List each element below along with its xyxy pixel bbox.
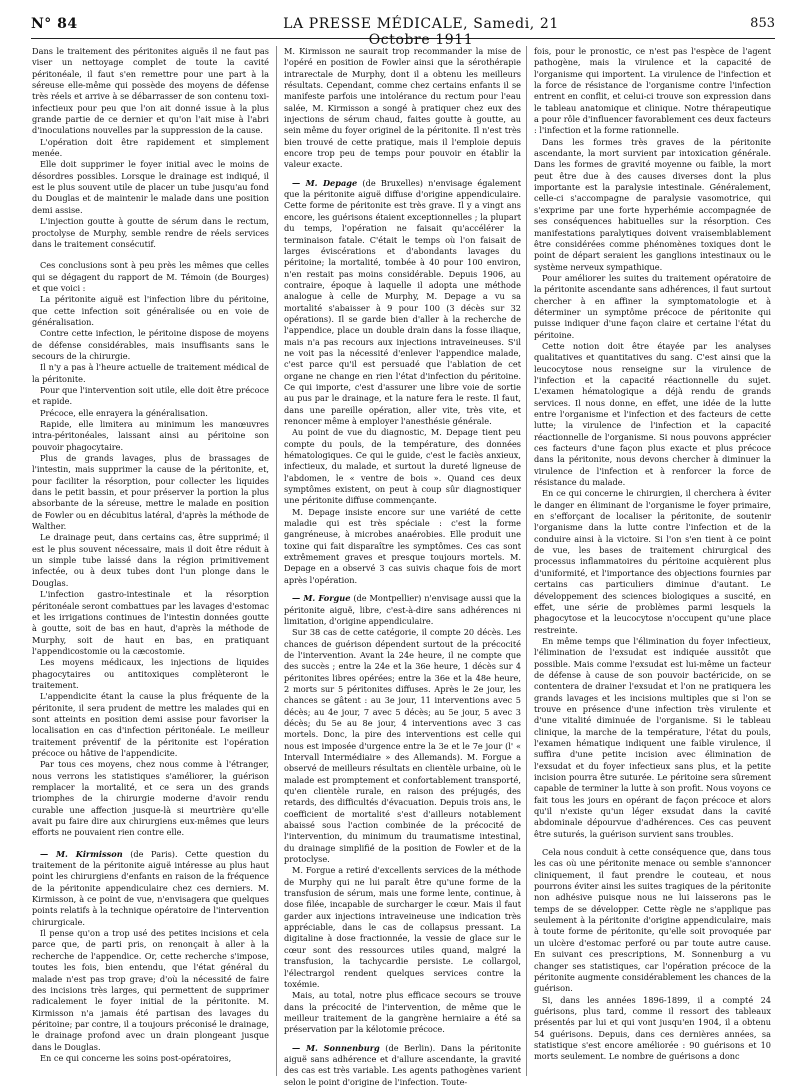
issue-number: N° 84 bbox=[31, 16, 78, 32]
paragraph bbox=[284, 427, 521, 506]
paragraph-text: L'infection gastro-intestinale et la résorption péritonéale seront combattues par les lavages d'estomac et les irrigations continues de l'intestin données goutte à goutte, soit de bas en haut, d'après la méthode de Murphy, soit de haut en bas, en pratiquant l'appendicostomie ou la cæcostomie. bbox=[32, 589, 269, 656]
paragraph-text: La péritonite aiguë est l'infection libre du péritoine, que cette infection soit généralisée ou en voie de généralisation. bbox=[32, 294, 269, 327]
speaker-name: — M. Kirmisson bbox=[40, 848, 123, 859]
paragraph bbox=[32, 928, 269, 1053]
paragraph-text: Dans le traitement des péritonites aiguës il ne faut pas viser un nettoyage complet de toute la cavité péritonéale, il faut s'en remettre pour une part à la séreuse elle-même qui possède des moyens de défense très réels et arrive à se débarrasser de son contenu toxi-infectieux pour peu que l'on ait donné issue à la plus grande partie de ce dernier et qu'on l'ait mise à l'abri d'inoculations nouvelles par la suppression de la cause. bbox=[32, 46, 269, 136]
paragraph bbox=[32, 46, 269, 137]
paragraph bbox=[534, 847, 771, 994]
paragraph bbox=[284, 46, 521, 171]
paragraph-text: (de Berlin). Dans la péritonite aiguë sans adhérence et d'allure ascendante, la gravité des cas est très variable. Les agents pathogènes varient selon le point d'origine de l'infection. Toute- bbox=[284, 1042, 521, 1087]
paragraph bbox=[284, 990, 521, 1035]
paragraph bbox=[534, 46, 771, 137]
paragraph bbox=[32, 657, 269, 691]
column-divider bbox=[526, 46, 527, 1076]
paragraph-text: M. Depage insiste encore sur une variété de cette maladie qui est très spéciale : c'est la forme gangréneuse, à microbes anaérobies. Elle produit une toxine qui fait disparaître les symptômes. Ces cas sont extrêmement graves et presque toujours mortels. M. Depage en a observé 3 cas suivis chaque fois de mort après l'opération. bbox=[284, 506, 521, 585]
paragraph-text: Pour améliorer les suites du traitement opératoire de la péritonite ascendante sans adhérences, il faut surtout chercher à en affiner la symptomatologie et à déterminer un symptôme précoce de péritonite qui puisse indiquer d'une façon claire et certaine l'état du péritoine. bbox=[534, 272, 771, 340]
paragraph bbox=[284, 627, 521, 865]
speaker-name: — M. Sonnenburg bbox=[292, 1042, 380, 1053]
paragraph bbox=[32, 260, 269, 294]
paragraph bbox=[32, 691, 269, 759]
paragraph bbox=[32, 362, 269, 385]
paragraph bbox=[32, 453, 269, 532]
paragraph bbox=[534, 636, 771, 840]
paragraph-text: fois, pour le pronostic, ce n'est pas l'espèce de l'agent pathogène, mais la virulence et la capacité de l'organisme qui importent. La virulence de l'infection et la force de résistance de l'organisme contre l'infection entrent en conflit, et celui-ci trouve son expression dans le tableau anatomique et clinique. Notre thérapeutique a pour rôle d'influencer favorablement ces deux facteurs : l'infection et la forme rationnelle. bbox=[534, 46, 771, 136]
paragraph-text: (de Paris). Cette question du traitement de la péritonite aiguë intéresse au plus haut point les chirurgiens d'enfants en raison de la fréquence de la péritonite appendiculaire chez ces derniers. M. Kirmisson, à ce point de vue, n'envisagera que quelques points relatifs à la technique opératoire de l'intervention chirurgicale. bbox=[32, 848, 269, 927]
paragraph-text: Le drainage peut, dans certains cas, être supprimé; il est le plus souvent nécessaire, mais il doit être réduit à un simple tube laissé dans la région primitivement infectée, ou à deux tubes dont l'un plonge dans le Douglas. bbox=[32, 532, 269, 588]
paragraph bbox=[284, 178, 521, 428]
paragraph-text: Dans les formes très graves de la péritonite ascendante, la mort survient par intoxication générale. Dans les formes de gravité moyenne ou faible, la mort peut être due à des causes diverses dont la plus importante est la paralysie intestinale. Généralement, celle-ci s'accompagne de paralysie vasomotrice, qui s'exprime par une forte hyperhémie accompagnée de ses conséquences habituelles sur la résorption. Ces manifestations paralytiques doivent vraisemblablement être considérées comme phénomènes toxiques dont le point de départ seraient les ganglions intestinaux ou le système nerveux sympathique. bbox=[534, 136, 771, 272]
paragraph bbox=[32, 589, 269, 657]
paragraph-text: Cela nous conduit à cette conséquence que, dans tous les cas où une péritonite menace ou semble s'annoncer cliniquement, il faut prendre le couteau, et nous pourrons éviter ainsi les suites tragiques de la péritonite non adhésive puisque nous ne lui laisserons pas le temps de se développer. Cette règle ne s'applique pas seulement à la péritonite d'origine appendiculaire, mais à toute forme de péritonite, qu'elle soit provoquée par un ulcère d'estomac perforé ou par toute autre cause. En suivant ces prescriptions, M. Sonnenburg a vu changer ses statistiques, car l'opération précoce de la péritonite augmente considérablement les chances de la guérison. bbox=[534, 847, 771, 994]
paragraph bbox=[32, 849, 269, 928]
paragraph bbox=[32, 137, 269, 160]
paragraph-text: Ces conclusions sont à peu près les mêmes que celles qui se dégagent du rapport de M. Témoin (de Bourges) et que voici : bbox=[32, 260, 269, 293]
paragraph-text: Il n'y a pas à l'heure actuelle de traitement médical de la péritonite. bbox=[32, 362, 269, 384]
paragraph bbox=[32, 328, 269, 362]
paragraph-text: Mais, au total, notre plus efficace secours se trouve dans la précocité de l'intervention, de même que le meilleur traitement de la gangrène herniaire a été sa préservation par la kélotomie précoce. bbox=[284, 990, 521, 1035]
paragraph-text: Rapide, elle limitera au minimum les manœuvres intra-péritonéales, laissant ainsi au péritoine son pouvoir phagocytaire. bbox=[32, 419, 269, 452]
paragraph-text: M. Forgue a retiré d'excellents services de la méthode de Murphy qui ne lui paraît être qu'une forme de la transfusion de sérum, mais une forme lente, continue, à dose filée, incapable de surcharger le cœur. Mais il faut garder aux injections intraveineuse une indication très appréciable, dans le cas de collapsus pressant. La digitaline à dose fractionnée, la vessie de glace sur le cœur sont des ressources utiles quand, malgré la transfusion, la tachycardie persiste. Le collargol, l'électrargol rendent quelques services contre la toxémie. bbox=[284, 865, 521, 989]
paragraph bbox=[32, 385, 269, 408]
paragraph bbox=[284, 1043, 521, 1088]
column-divider bbox=[276, 46, 277, 1076]
paragraph-text: L'appendicite étant la cause la plus fréquente de la péritonite, il sera prudent de mettre les malades qui en sont atteints en position demi assise pour favoriser la localisation en cas d'infection péritonéale. Le meilleur traitement préventif de la péritonite est l'opération précoce ou hâtive de l'appendicite. bbox=[32, 691, 269, 758]
paragraph-text: Elle doit supprimer le foyer initial avec le moins de désordres possibles. Lorsque le drainage est indiqué, il est le plus souvent utile de placer un tube jusqu'au fond du Douglas et de maintenir le malade dans une position demi assise. bbox=[32, 159, 269, 215]
paragraph bbox=[32, 759, 269, 838]
paragraph bbox=[32, 419, 269, 453]
paragraph bbox=[534, 341, 771, 488]
paragraph-text: Contre cette infection, le péritoine dispose de moyens de défense considérables, mais insuffisants sans le secours de la chirurgie. bbox=[32, 328, 269, 361]
paragraph-text: M. Kirmisson ne saurait trop recommander la mise de l'opéré en position de Fowler ainsi que la sérothérapie intrarectale de Murphy, dont il a obtenu les meilleurs résultats. Cependant, comme chez certains enfants il se manifeste parfois une intolérance du rectum pour l'eau salée, M. Kirmisson a songé à pratiquer chez eux des injections de sérum chaud, faites goutte à goutte, au sein même du foyer originel de la péritonite. Il n'est très bien trouvé de cette pratique, mais il l'emploie depuis encore trop peu de temps pour pouvoir en établir la valeur exacte. bbox=[284, 46, 521, 170]
paragraph-text: Plus de grands lavages, plus de brassages de l'intestin, mais supprimer la cause de la péritonite, et, pour faciliter la résorption, pour collecter les liquides dans le petit bassin, et pour préserver la portion la plus absorbante de la séreuse, mettre le malade en position de Fowler ou en décubitus latéral, d'après la méthode de Walther. bbox=[32, 453, 269, 532]
text-column-right bbox=[534, 46, 771, 1063]
paragraph-text: Précoce, elle enrayera la généralisation. bbox=[40, 407, 208, 418]
paragraph-text: L'injection goutte à goutte de sérum dans le rectum, proctolyse de Murphy, semble rendre de réels services dans le traitement consécutif. bbox=[32, 216, 269, 249]
text-column-left bbox=[32, 46, 269, 1064]
paragraph-text: En ce qui concerne les soins post-opératoires, bbox=[40, 1052, 232, 1063]
paragraph-text: Pour que l'intervention soit utile, elle doit être précoce et rapide. bbox=[32, 384, 269, 407]
paragraph bbox=[284, 593, 521, 627]
text-column-middle bbox=[284, 46, 521, 1088]
paragraph-text: (de Bruxelles) n'envisage également que la péritonite aiguë diffuse d'origine appendiculaire. Cette forme de péritonite est très grave. Il y a vingt ans encore, les guérisons étaient exceptionnelles ; la plupart du temps, l'opération ne faisait qu'accélérer la terminaison fatale. C'était le temps où l'on faisait de larges éviscérations et d'abondants lavages du péritoine; la mortalité, tombée à 40 pour 100 environ, n'en restait pas moins considérable. Depuis 1906, au contraire, époque à laquelle il adopta une méthode analogue à celle de Murphy, M. Depage a vu sa mortalité s'abaisser à 9 pour 100 (3 décès sur 32 opérations). Il se garde bien d'aller à la recherche de l'appendice, place un double drain dans la fosse iliaque, mais n'a pas recours aux injections intraveineuses. S'il ne voit pas la nécessité d'enlever l'appendice malade, c'est parce qu'il est persuadé que l'ablation de cet organe ne change en rien l'état d'infection du péritoine. Ce qui importe, c'est d'assurer une libre voie de sortie au pus par le drainage, et la nature fera le reste. Il faut, dans une pareille opération, aller vite, très vite, et renoncer même à employer l'anesthésie générale. bbox=[284, 177, 521, 426]
paragraph bbox=[32, 294, 269, 328]
paragraph-text: Si, dans les années 1896-1899, il a compté 24 guérisons, plus tard, comme il ressort des tableaux présentés par lui et qui vont jusqu'en 1904, il a obtenu 54 guérisons. Depuis, dans ces dernières années, sa statistique s'est encore améliorée : 90 guérisons et 10 morts seulement. Le nombre de guérisons a donc bbox=[534, 994, 771, 1062]
running-header bbox=[31, 16, 775, 48]
paragraph bbox=[534, 995, 771, 1063]
paragraph bbox=[32, 532, 269, 589]
paragraph-text: (de Montpellier) n'envisage aussi que la péritonite aiguë, libre, c'est-à-dire sans adhérences ni limitation, d'origine appendiculaire. bbox=[284, 593, 522, 626]
paragraph bbox=[32, 216, 269, 250]
paragraph-text: Cette notion doit être étayée par les analyses qualitatives et quantitatives du sang. C'est ainsi que la leucocytose nous renseigne sur la virulence de l'infection et la capacité réactionnelle du sujet. L'examen hématologique a déjà rendu de grands services. Il nous donne, en effet, une idée de la lutte entre l'organisme et l'infection et des facteurs de cette lutte; la virulence de l'infection et la capacité réactionnelle de l'organisme. Si nous pouvons apprécier ces facteurs d'une façon plus exacte et plus précoce dans la péritonite, nous devons chercher à diminuer la virulence de l'infection et à renforcer la force de résistance du malade. bbox=[534, 340, 771, 488]
paragraph bbox=[534, 273, 771, 341]
paragraph-text: Sur 38 cas de cette catégorie, il compte 20 décès. Les chances de guérison dépendent surtout de la précocité de l'intervention. Avant la 24e heure, il ne compte que des succès ; entre la 24e et la 36e heure, 1 décès sur 4 péritonites libres opérées; entre la 36e et la 48e heure, 2 morts sur 5 péritonites diffuses. Après le 2e jour, les chances se gâtent : au 3e jour, 11 interventions avec 5 décès; au 4e jour, 7 avec 5 décès; au 5e jour, 5 avec 3 décès; du 5e au 8e jour, 4 interventions avec 3 cas mortels. Donc, la pire des interventions est celle qui nous est imposée d'urgence entre la 3e et le 7e jour (l' « Intervall Intermédiaire » des Allemands). M. Forgue a observé de meilleurs résultats en clientèle urbaine, où le malade est promptement et confortablement transporté, qu'en clientèle rurale, en raison des préjugés, des retards, des difficultés d'évacuation. Depuis trois ans, le coefficient de mortalité s'est d'ailleurs notablement abaissé sous l'action combinée de la précocité de l'intervention, du minimum du traumatisme intestinal, du drainage simplifié de la position de Fowler et de la protoclyse. bbox=[284, 627, 521, 865]
paragraph bbox=[32, 159, 269, 216]
speaker-name: — M. Depage bbox=[292, 177, 358, 188]
paragraph-text: En ce qui concerne le chirurgien, il cherchera à éviter le danger en éliminant de l'organisme le foyer primaire, en s'efforçant de localiser la péritonite, de soutenir l'organisme dans la lutte contre l'infection et de la conduire ainsi à la victoire. Si l'on s'en tient à ce point de vue, les bases de traitement chirurgical des processus inflammatoires du péritoine acquièrent plus d'uniformité, et l'importance des objections fournies par certains cas particuliers diminue d'autant. Le développement des sciences biologiques a suscité, en effet, une série de problèmes parmi lesquels la phagocytose et la leucocytose n'occupent qu'une place restreinte. bbox=[534, 488, 771, 635]
speaker-name: — M. Forgue bbox=[292, 593, 351, 604]
paragraph bbox=[32, 408, 269, 419]
page-number: 853 bbox=[750, 16, 775, 31]
paragraph bbox=[284, 865, 521, 990]
paragraph-text: Il pense qu'on a trop usé des petites incisions et cela parce que, de parti pris, on renonçait à aller à la recherche de l'appendice. Or, cette recherche s'impose, toutes les fois, bien entendu, que l'état général du malade n'est pas trop grave; d'où la nécessité de faire des incisions très larges, qui permettent de supprimer radicalement le foyer initial de la péritonite. M. Kirmisson n'a jamais été partisan des lavages du péritoine; par contre, il a toujours préconisé le drainage, le drainage profond avec un drain plongeant jusque dans le Douglas. bbox=[32, 928, 269, 1052]
paragraph bbox=[284, 507, 521, 586]
paragraph-text: Au point de vue du diagnostic, M. Depage tient peu compte du pouls, de la température, des données hématologiques. Ce qui le guide, c'est le faciès anxieux, infectieux, du malade, et surtout la dureté ligneuse de l'abdomen, le « ventre de bois ». Quand ces deux symptômes existent, on peut à coup sûr diagnostiquer une péritonite diffuse commençante. bbox=[284, 427, 521, 506]
paragraph bbox=[534, 137, 771, 273]
paragraph bbox=[32, 1053, 269, 1064]
paragraph bbox=[534, 488, 771, 635]
paragraph-text: En même temps que l'élimination du foyer infectieux, l'élimination de l'exsudat est indiquée aussitôt que possible. Mais comme l'exsudat est lui-même un facteur de défense à cause de son pouvoir bactéricide, on se contentera de drainer l'exsudat et l'on ne pratiquera les grands lavages et les incisions multiples que si l'on se trouve en présence d'une infection très virulente et d'une vitalité diminuée de l'organisme. Si le tableau clinique, la marche de la température, l'état du pouls, l'examen hématique indiquent une faible virulence, il suffira d'une petite incision avec élimination de l'exsudat et du foyer infectieux sans plus, et la petite incision pourra être suturée. Le péritoine sera sûrement capable de terminer la lutte à son profit. Nous voyons ce fait tous les jours en opérant de façon précoce et alors qu'il n'existe qu'un léger exsudat dans la cavité abdominale dépourvue d'adhérences. Ces cas peuvent être suturés, la guérison survient sans troubles. bbox=[534, 635, 771, 839]
journal-title: LA PRESSE MÉDICALE, Samedi, 21 Octobre 1911 bbox=[283, 16, 559, 48]
paragraph-text: L'opération doit être rapidement et simplement menée. bbox=[32, 136, 269, 159]
paragraph-text: Les moyens médicaux, les injections de liquides phagocytaires ou antitoxiques complèteront le traitement. bbox=[32, 657, 269, 690]
paragraph-text: Par tous ces moyens, chez nous comme à l'étranger, nous verrons les statistiques s'améliorer, la guérison remplacer la mortalité, et ce sera un des grands triomphes de la chirurgie moderne d'avoir rendu curable une affection jusque-là si meurtrière qu'elle avait pu faire dire aux chirurgiens eux-mêmes que leurs efforts ne pouvaient rien contre elle. bbox=[32, 759, 269, 838]
